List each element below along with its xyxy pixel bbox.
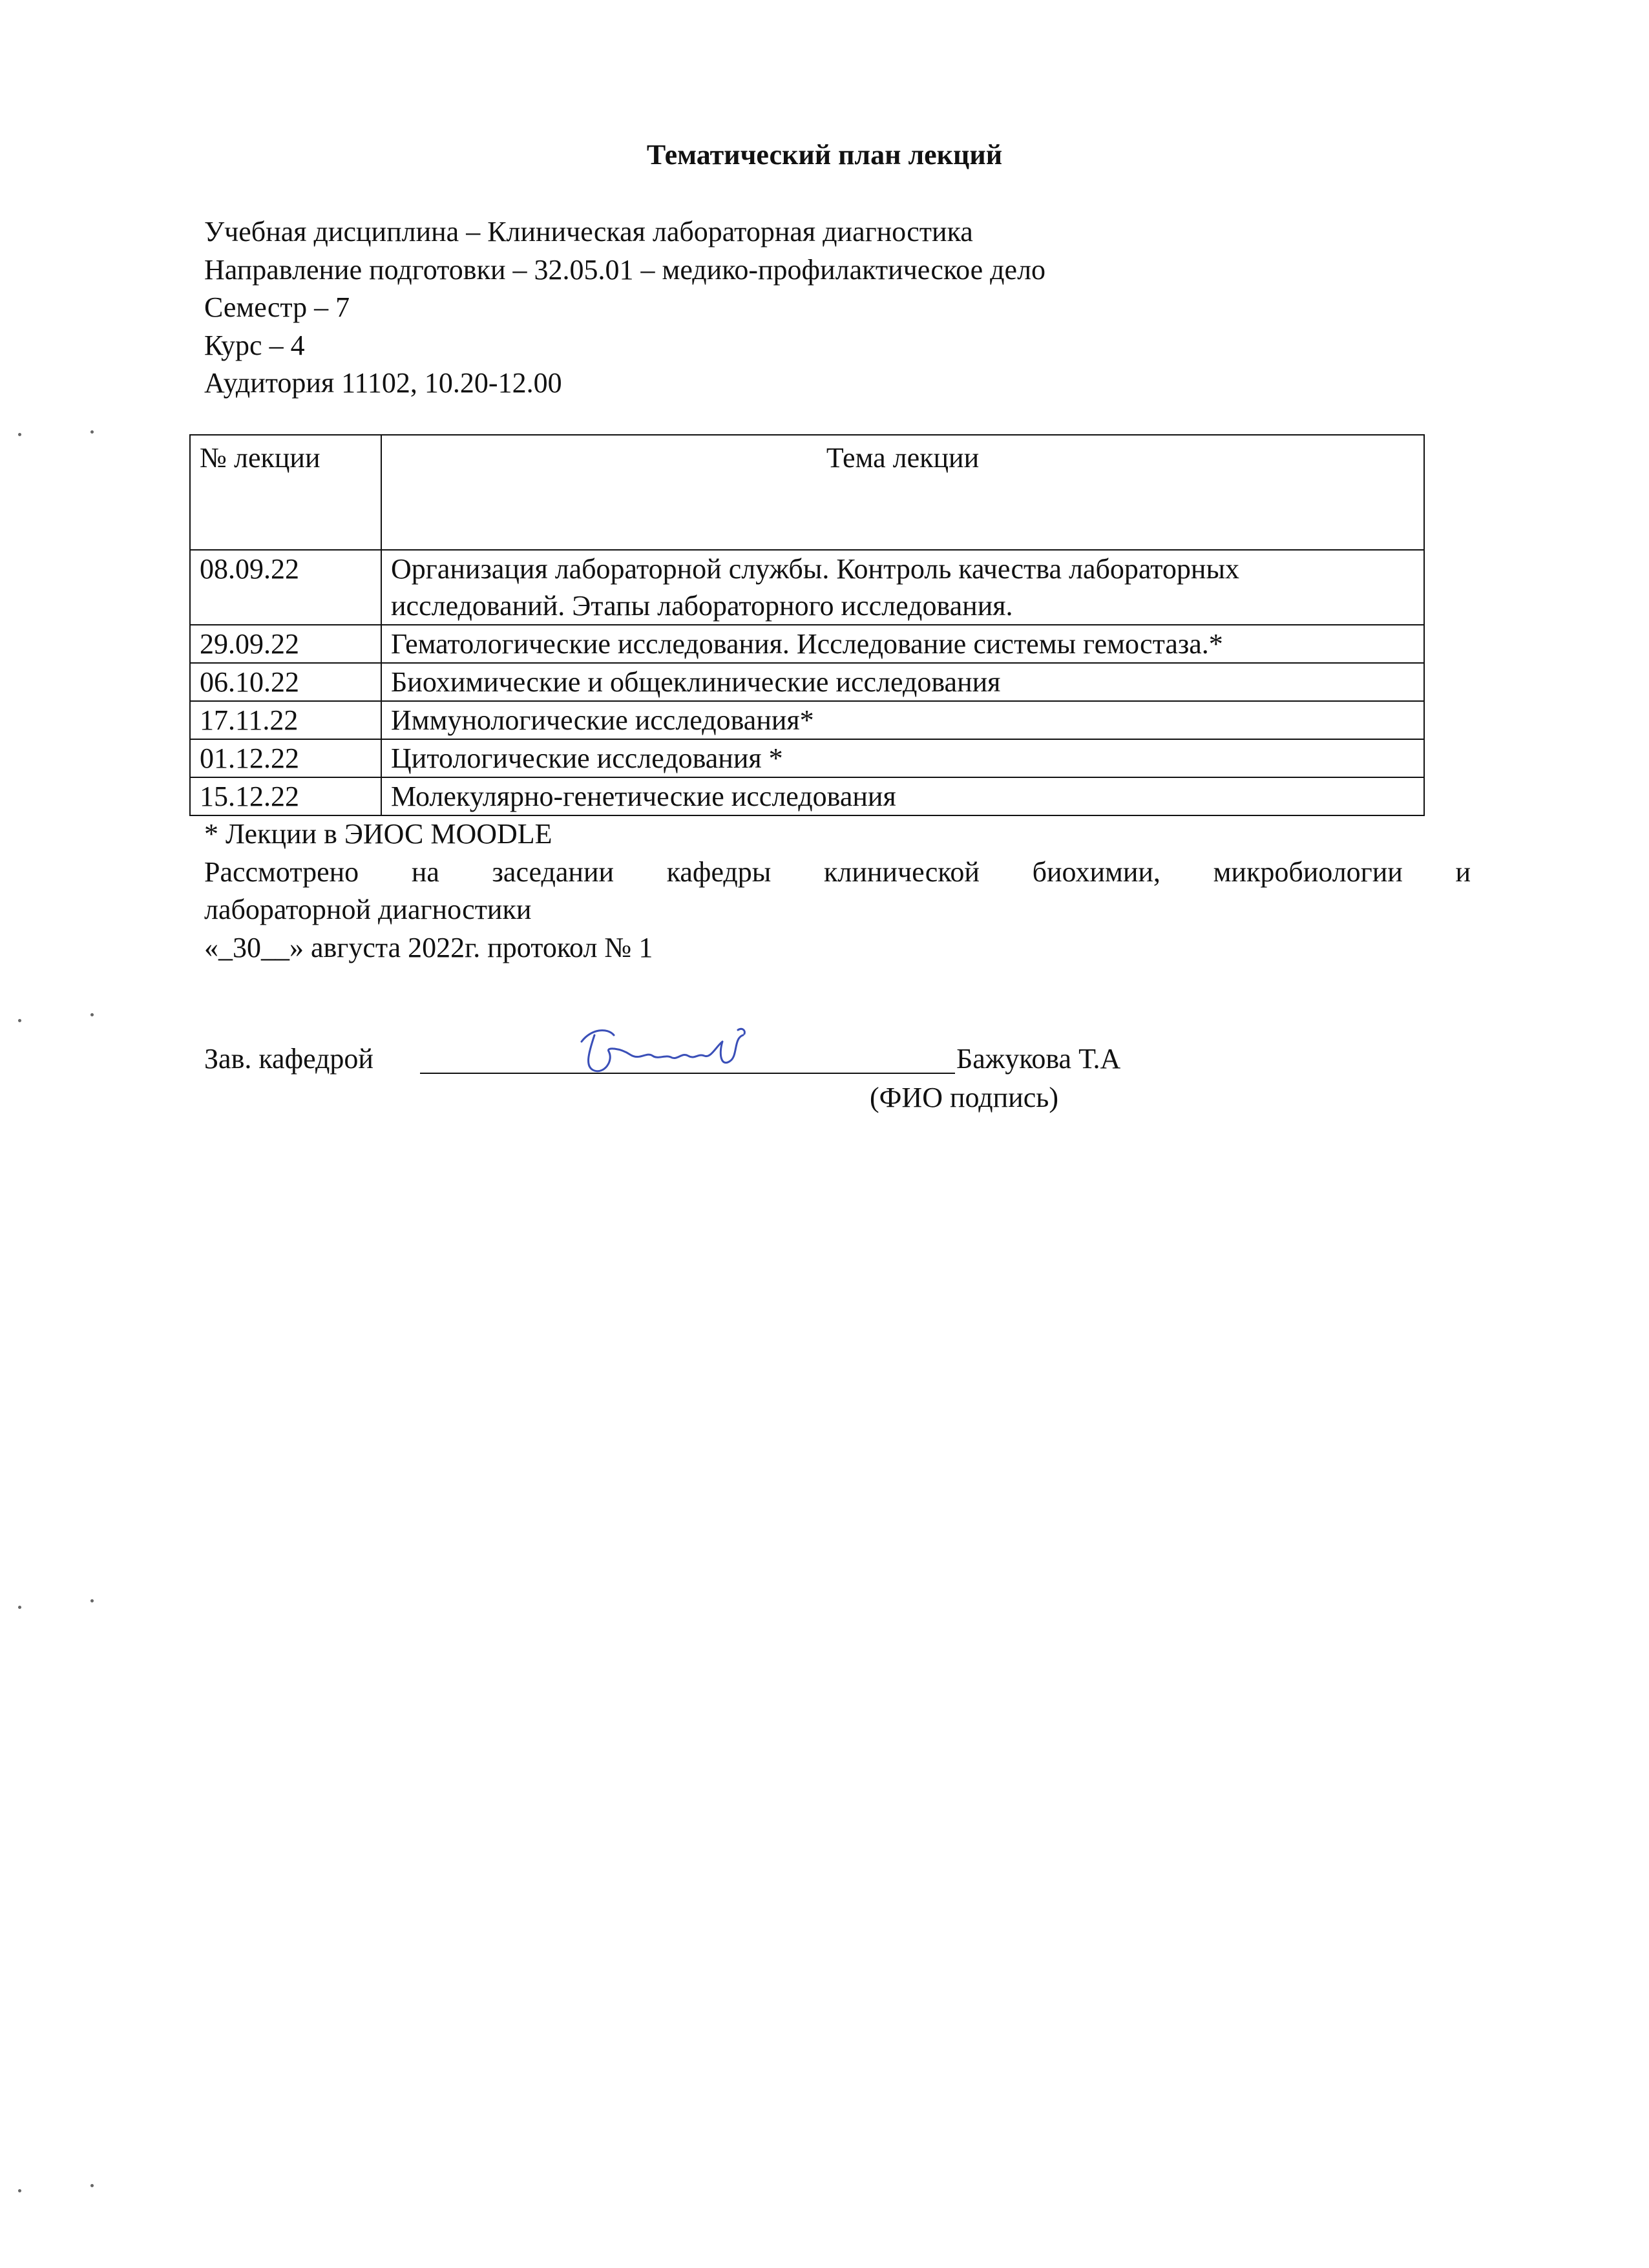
table-row <box>190 739 1424 777</box>
scan-speck <box>18 2189 21 2192</box>
scan-speck <box>90 430 94 434</box>
scan-speck <box>90 1599 94 1602</box>
course-info <box>204 213 1045 403</box>
moodle-note: * Лекции в ЭИОС MOODLE <box>204 818 552 850</box>
scan-speck <box>18 1606 21 1609</box>
lecture-date: 17.11.22 <box>190 701 381 739</box>
lecture-topic: Цитологические исследования * <box>381 739 1424 777</box>
scan-speck <box>90 2184 94 2187</box>
table-row <box>190 663 1424 701</box>
lecture-date: 06.10.22 <box>190 663 381 701</box>
document-footer <box>204 815 1471 967</box>
signatory-name: Бажукова Т.А <box>956 1043 1121 1075</box>
header-lecture-topic: Тема лекции <box>381 435 1424 550</box>
lecture-date: 01.12.22 <box>190 739 381 777</box>
table-row <box>190 550 1424 625</box>
lecture-topic: Организация лабораторной службы. Контроль качества лабораторных исследований. Этапы лабораторного исследования. <box>381 550 1424 625</box>
scan-speck <box>90 1013 94 1016</box>
table-row <box>190 777 1424 815</box>
header-lecture-number: № лекции <box>190 435 381 550</box>
lecture-date: 08.09.22 <box>190 550 381 625</box>
head-of-department-label: Зав. кафедрой <box>204 1043 373 1075</box>
scan-speck <box>18 433 21 436</box>
lecture-topic: Биохимические и общеклинические исследования <box>381 663 1424 701</box>
lecture-date: 15.12.22 <box>190 777 381 815</box>
lecture-date: 29.09.22 <box>190 625 381 663</box>
document-title: Тематический план лекций <box>646 139 1003 171</box>
table-header-row <box>190 435 1424 550</box>
lectures-table <box>189 434 1425 816</box>
protocol-line: «_30__» августа 2022г. протокол № 1 <box>204 931 653 963</box>
signature-caption: (ФИО подпись) <box>870 1082 1058 1113</box>
lecture-topic: Гематологические исследования. Исследование системы гемостаза.* <box>381 625 1424 663</box>
scan-speck <box>18 1019 21 1022</box>
handwritten-signature <box>569 1016 756 1087</box>
direction-line: Направление подготовки – 32.05.01 – медико-профилактическое дело <box>204 253 1046 286</box>
lecture-topic: Молекулярно-генетические исследования <box>381 777 1424 815</box>
table-row <box>190 701 1424 739</box>
lecture-topic: Иммунологические исследования* <box>381 701 1424 739</box>
semester-line: Семестр – 7 <box>204 291 350 323</box>
auditorium-line: Аудитория 11102, 10.20-12.00 <box>204 367 562 399</box>
reviewed-text-line2: лабораторной диагностики <box>204 894 532 925</box>
discipline-line: Учебная дисциплина – Клиническая лабораторная диагностика <box>204 216 973 247</box>
reviewed-text-line1: Рассмотрено на заседании кафедры клинической биохимии, микробиологии и <box>204 856 1471 888</box>
course-line: Курс – 4 <box>204 329 305 361</box>
table-row <box>190 625 1424 663</box>
